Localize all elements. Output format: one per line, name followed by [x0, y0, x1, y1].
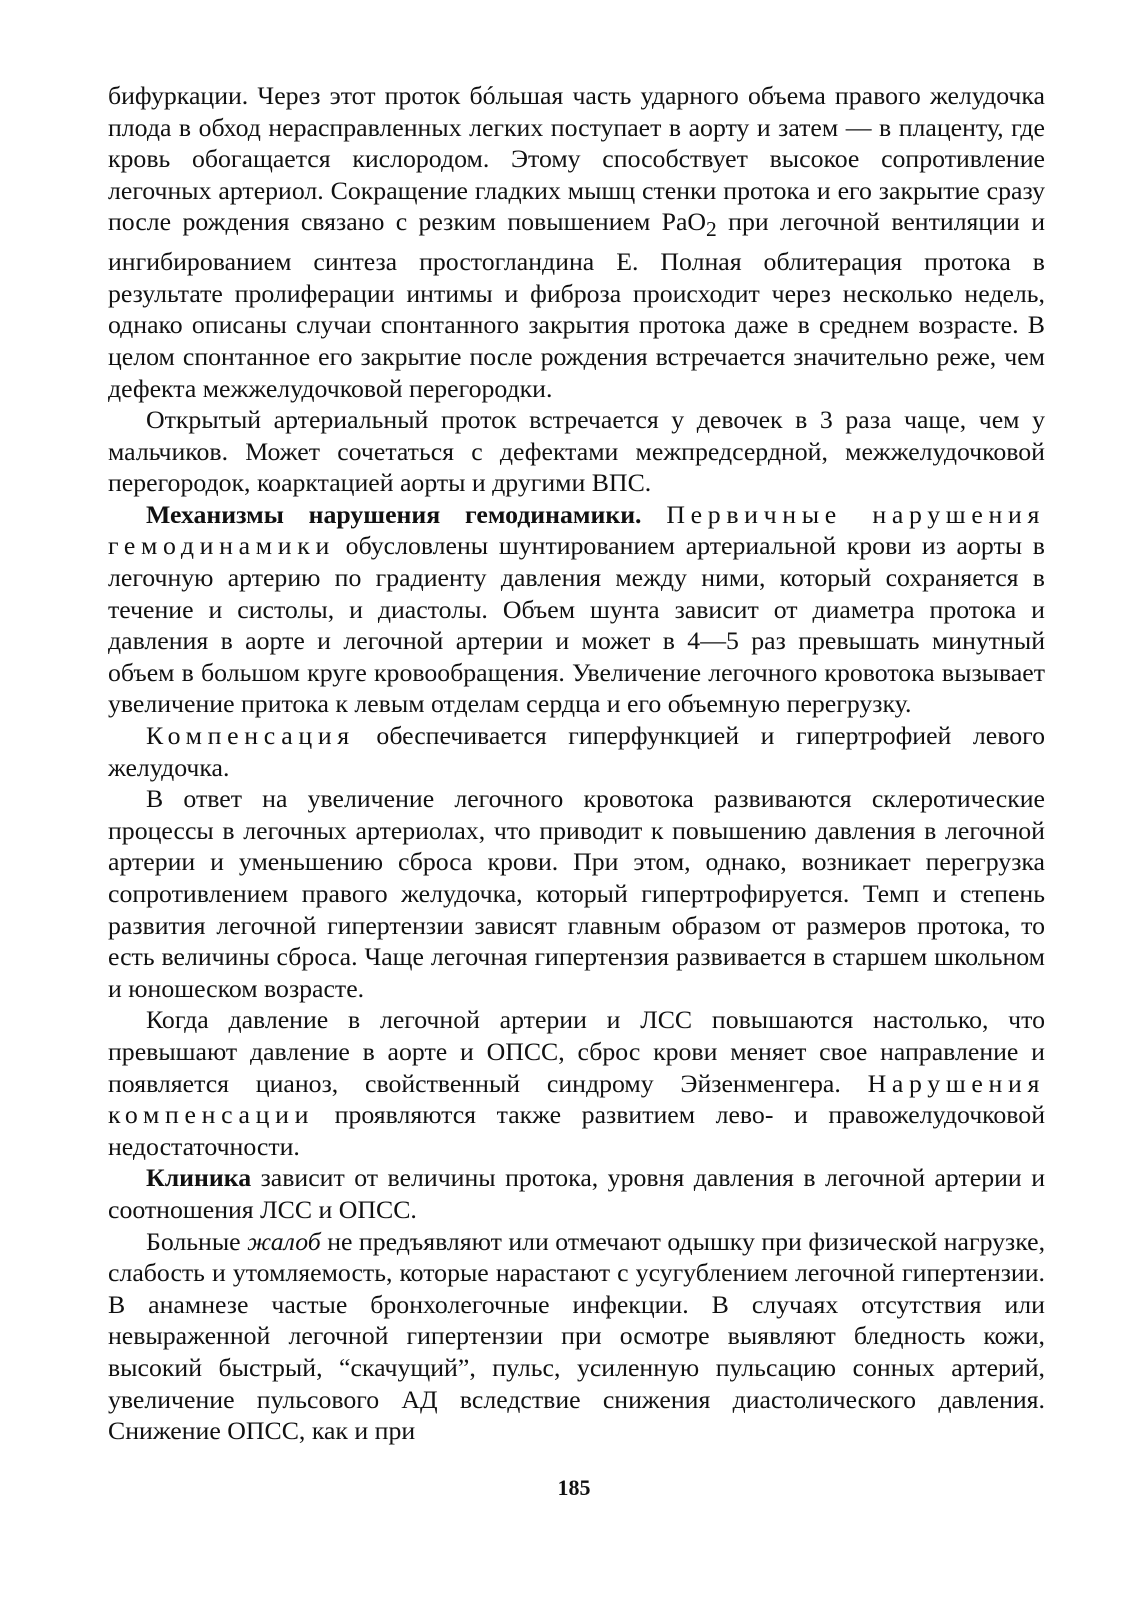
- paragraph-7: [108, 1162, 1045, 1225]
- paragraph-4-text: обеспечивается гиперфункцией и гипертрофией левого желудочка.: [108, 721, 1045, 782]
- paragraph-6-text-2: проявляются также развитием лево- и правожелудочковой недостаточности.: [108, 1100, 1045, 1161]
- paragraph-6: [108, 1004, 1045, 1162]
- paragraph-1-text-b: при легочной вентиляции и ингибированием синтеза простогландина Е. Полная облитерация протока в результате пролиферации интимы и фиброза происходит через несколько недель, однако описаны случаи спонтанного закрытия протока даже в среднем возрасте. В целом спонтанное его закрытие после рождения встречается значительно реже, чем дефекта межжелудочковой перегородки.: [108, 207, 1045, 403]
- paragraph-2: Открытый артериальный проток встречается у девочек в 3 раза чаще, чем у мальчиков. Может сочетаться с дефектами межпредсердной, межжелудочковой перегородок, коарктацией аорты и другими ВПС.: [108, 405, 1045, 498]
- paragraph-7-text: зависит от величины протока, уровня давления в легочной артерии и соотношения ЛСС и ОПСС.: [108, 1163, 1045, 1224]
- paragraph-8-text-a: Больные: [146, 1226, 248, 1256]
- paragraph-1-text-a: бифуркации. Через этот проток бóльшая часть ударного объема правого желудочка плода в обход нерасправленных легких поступает в аорту и затем — в плаценту, где кровь обогащается кислородом. Этому способствует высокое сопротивление легочных артериол. Сокращение гладких мышц стенки протока и его закрытие сразу после рождения связано с резким повышением РаО: [108, 81, 1045, 237]
- paragraph-8: [108, 1226, 1045, 1447]
- clinic-heading: Клиника: [146, 1163, 252, 1193]
- page-number: 185: [557, 1475, 591, 1500]
- decompensation-term: Нарушения компенсации: [108, 1068, 1045, 1130]
- subscript-2: 2: [706, 217, 717, 242]
- paragraph-3: [108, 499, 1045, 720]
- paragraph-3-text: обусловлены шунтированием артериальной крови из аорты в легочную артерию по градиенту давления между ними, который сохраняется в течение и систолы, и диастолы. Объем шунта зависит от диаметра протока и давления в аорте и легочной артерии и может в 4—5 раз превышать минутный объем в большом круге кровообращения. Увеличение легочного кровотока вызывает увеличение притока к левым отделам сердца и его объемную перегрузку.: [108, 531, 1045, 719]
- paragraph-6-text: Когда давление в легочной артерии и ЛСС повышаются настолько, что превышают давление в аорте и ОПСС, сброс крови меняет свое направление и появляется цианоз, свойственный синдрому Эйзенменгера.: [108, 1005, 1045, 1098]
- paragraph-5: В ответ на увеличение легочного кровотока развиваются склеротические процессы в легочных артериолах, что приводит к повышению давления в легочной артерии и уменьшению сброса крови. При этом, однако, возникает перегрузка сопротивлением правого желудочка, который гипертрофируется. Темп и степень развития легочной гипертензии зависят главным образом от размеров протока, то есть величины сброса. Чаще легочная гипертензия развивается в старшем школьном и юношеском возрасте.: [108, 784, 1045, 1003]
- paragraph-1: [108, 80, 1045, 404]
- paragraph-8-text-b: не предъявляют или отмечают одышку при физической нагрузке, слабость и утомляемость, которые нарастают с усугублением легочной гипертензии. В анамнезе частые бронхолегочные инфекции. В случаях отсутствия или невыраженной легочной гипертензии при осмотре выявляют бледность кожи, высокий быстрый, “скачущий”, пульс, усиленную пульсацию сонных артерий, увеличение пульсового АД вследствие снижения диастолического давления. Снижение ОПСС, как и при: [108, 1226, 1046, 1446]
- primary-disorders-term: Первичные нарушения гемодинамики: [108, 499, 1045, 561]
- hemodynamics-heading: Механизмы нарушения гемодинамики.: [146, 499, 642, 529]
- page-body: [108, 80, 1045, 1447]
- paragraph-4: [108, 720, 1045, 783]
- compensation-term: Компенсация: [146, 721, 355, 751]
- complaints-term: жалоб: [247, 1226, 321, 1256]
